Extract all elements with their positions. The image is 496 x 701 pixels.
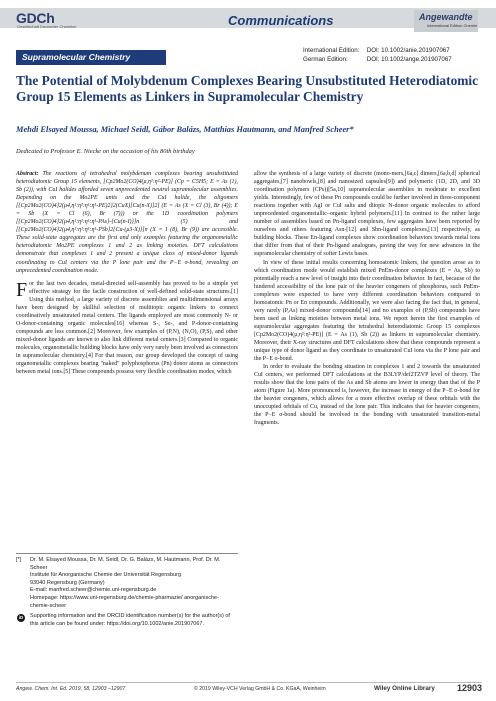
- citation: Angew. Chem. Int. Ed. 2019, 58, 12903 –12907: [16, 686, 126, 692]
- footnotes: [16, 553, 238, 628]
- drop-cap: F: [16, 278, 28, 301]
- page-number: 12903: [457, 683, 483, 693]
- wiley-online-library-link[interactable]: Wiley Online Library: [374, 685, 435, 692]
- orcid-icon: iD: [18, 615, 24, 621]
- section-title: Communications: [228, 13, 334, 28]
- doi-intl-link[interactable]: DOI: 10.1002/anie.201907067: [366, 47, 450, 54]
- logo-subtitle: International Edition Chemie: [427, 23, 478, 28]
- affiliation-names: Dr. M. Elsayed Moussa, Dr. M. Seidl, Dr. G. Balázs, M. Hautmann, Prof. Dr. M. Scheer: [30, 557, 221, 571]
- topic-badge: Supramolecular Chemistry: [16, 50, 166, 65]
- intro-paragraph: [16, 280, 238, 377]
- paragraph-heterodiatomic: In view of these initial results concerning homoatomic linkers, the question arose as to which coordination mode would establish mixed PnEm-donor complexes (E = As, Sb) to potentially reach a new level of insight into their coordination behavior. In fact, because of the hindered accessibility of the lone pair of the heavier congeners of phosphorus, such PnEm-complexes were expected to have very different coordination behaviors compared to homoatomic Pn or En compounds. Additionally, we were also facing the fact that, in general, very rarely (P,As) mixed-donor compounds[14] and no examples of (P,Sb) compounds have been used as linking moieties between metal ions. We report herein the first examples of supramolecular aggregates featuring the tetrahedral heterodiatomic Group 15 complexes [Cp2Mo2(CO)4(μ,η²:η²-PE)] (E = As (1), Sb (2)) as linkers in supramolecular chemistry. Moreover, their X-ray structures and DFT calculations show that these compounds represent a unique type of donor ligand as they coordinate to unsaturated CuI ions via the P lone pair and the P−E σ-bond.: [254, 259, 480, 363]
- abstract-lead: Abstract:: [16, 171, 39, 177]
- left-column: [16, 170, 238, 376]
- copyright: © 2019 Wiley-VCH Verlag GmbH & Co. KGaA, Weinheim: [194, 686, 326, 692]
- paragraph-dft: In order to evaluate the bonding situation in complexes 1 and 2 towards the unsaturated CuI centers, we performed DFT calculations at the B3LYP/def2TZVP level of theory. The results show that the lone pairs of the As and Sb atoms are lower in energy than that of the P atom (Figure 1a). More pronounced is, however, the increase in energy of the P−E σ-bond for the heavier congeners, which allows for a more effective overlap of these orbitals with the unoccupied orbitals of Cu, instead of the lone pair. This indicates that for heavier congeners, the P−E σ-bond should be involved in the bonding with unsaturated transition-metal fragments.: [254, 364, 480, 427]
- gdch-tagline: Gesellschaft Deutscher Chemiker: [17, 24, 77, 29]
- right-column: [254, 170, 480, 428]
- abstract-text: The reactions of tetrahedral molybdenum complexes bearing unsubstituted heterodiatomic Group 15 elements, [Cp2Mo2(CO)4(μ,η²:η²-PE)] (Cp = C5H5; E = As (1), Sb (2)), with CuI halides afforded seven unprecedented neutral supramolecular assemblies. Depending on the Mo2PE units and the CuI halide, the oligomers [{Cp2Mo2(CO)4}2(μ4,η²:η²:η¹:η¹-PE)2}2(CuX)[Cu(n-X)]2] (E = As (X = Cl (3), Br (4)); E = Sb (X = Cl (6), Br (7))) or the 1D coordination polymers [{Cp2Mo2(CO)4}2(μ4,η²:η²:η¹:η¹-PAs}-{Cu(n-I)}]n (5) and [{Cp2Mo2(CO)4}2(μ4,η²:η²:η¹:η¹-PSb}2{Cu-(μ3-X)}]n (X = I (8), Br (9)) are accessible. These solid-state aggregates are the first and only examples featuring the organometallic heterodiatomic Mo2PE complexes 1 and 2 as linking moieties. DFT calculations demonstrate that complexes 1 and 2 present a unique class of mixed-donor ligands coordinating to CuI centers via the P lone pair and the P−E σ-bond, revealing an unprecedented coordination mode.: [16, 171, 238, 274]
- author-list: Mehdi Elsayed Moussa, Michael Seidl, Gábor Balázs, Matthias Hautmann, and Manfred Scheer*: [16, 125, 354, 134]
- doi-german-label: German Edition:: [303, 56, 348, 63]
- footnote-mark: [*]: [16, 557, 22, 563]
- paragraph-continuation: allow the synthesis of a large variety of discrete (mono-mers,[6a,c] dimers,[6a,b,d] spherical aggregates,[7] nanobowls,[8] and nanosized capsules[9]) and polymeric (1D, 2D, and 3D coordination polymers (CPs))[5a,10] supramolecular assemblies in moderate to excellent yields. Interestingly, few of these Pn compounds could be further involved in three-component reactions together with AgI or CuI salts and ditopic N-donor organic molecules to afford unprecedented organometallic–organic hybrid polymers.[11] In contrast to the rather large number of assemblies based on Pn-ligand complexes, few aggregates have been reported by ourselves and others featuring Asn-[12] and Sbn-ligand complexes,[13] respectively, as building blocks. These En-ligand complexes show coordination behaviors towards metal ions that differ from that of their Pn-ligand analogues, paving the way for new advances in the supramolecular chemistry of softer Lewis bases.: [254, 171, 480, 258]
- gdch-logo: GDCh Gesellschaft Deutscher Chemiker: [16, 10, 77, 29]
- supporting-info-footnote: [16, 613, 238, 628]
- angewandte-logo: [414, 10, 478, 32]
- journal-header: [0, 0, 496, 40]
- doi-block: [303, 46, 452, 64]
- affiliation-homepage[interactable]: Homepage: https://www.uni-regensburg.de/chemie-pharmazie/ anorganische-chemie-scheer: [30, 594, 219, 609]
- affiliation-city: 93040 Regensburg (Germany): [30, 579, 105, 586]
- doi-german-link[interactable]: DOI: 10.1002/ange.201907067: [366, 56, 452, 63]
- article-title: The Potential of Molybdenum Complexes Bearing Unsubstituted Heterodiatomic Group 15 Elements as Linkers in Supramolecular Chemistry: [16, 73, 479, 104]
- affiliation-institute: Institute für Anorganische Chemie der Universität Regensburg: [30, 572, 182, 579]
- doi-german-row: [303, 55, 452, 64]
- doi-intl-row: [303, 46, 452, 55]
- dedication: Dedicated to Professor E. Niecke on the occasion of his 80th birthday: [16, 148, 195, 155]
- doi-intl-label: International Edition:: [303, 47, 360, 54]
- affiliation-email[interactable]: E-mail: manfred.scheer@chemie.uni-regensburg.de: [30, 587, 157, 594]
- affiliation-footnote: [16, 557, 238, 610]
- logo-wordmark: Angewandte: [419, 12, 473, 22]
- supporting-info-text[interactable]: Supporting information and the ORCID identification number(s) for the author(s) of this article can be found under: https://doi.org/10.1002/anie.201907067.: [30, 613, 230, 627]
- footer-divider: [16, 682, 482, 683]
- intro-text: or the last two decades, metal-directed self-assembly has proved to be a simple yet effective strategy for the facile construction of well-defined solid-state structures.[1] Using this method, a large variety of discrete assemblies and multidimensional arrays have been designed by skillful selection of multitopic organic linkers to connect coordinatively unsaturated metal centers. The ligands employed are most commonly N- or O-donor-containing organic molecules[16] whereas S-, Se-, and P-donor-containing compounds are less common.[2] Moreover, few examples of (P,N), (N,O), (P,S), and other mixed-donor ligands are known to also link different metal centers.[3] Compared to organic molecules, organometallic building blocks have only very rarely been involved as connectors in supramolecular chemistry.[4] For that reason, our group developed the concept of using organometallic complexes bearing "naked" polyphosphorus (Pn) donor atoms as connectors between metal ions.[5] These compounds possess very flexible coordination modes, which: [16, 280, 238, 376]
- abstract: [16, 170, 238, 275]
